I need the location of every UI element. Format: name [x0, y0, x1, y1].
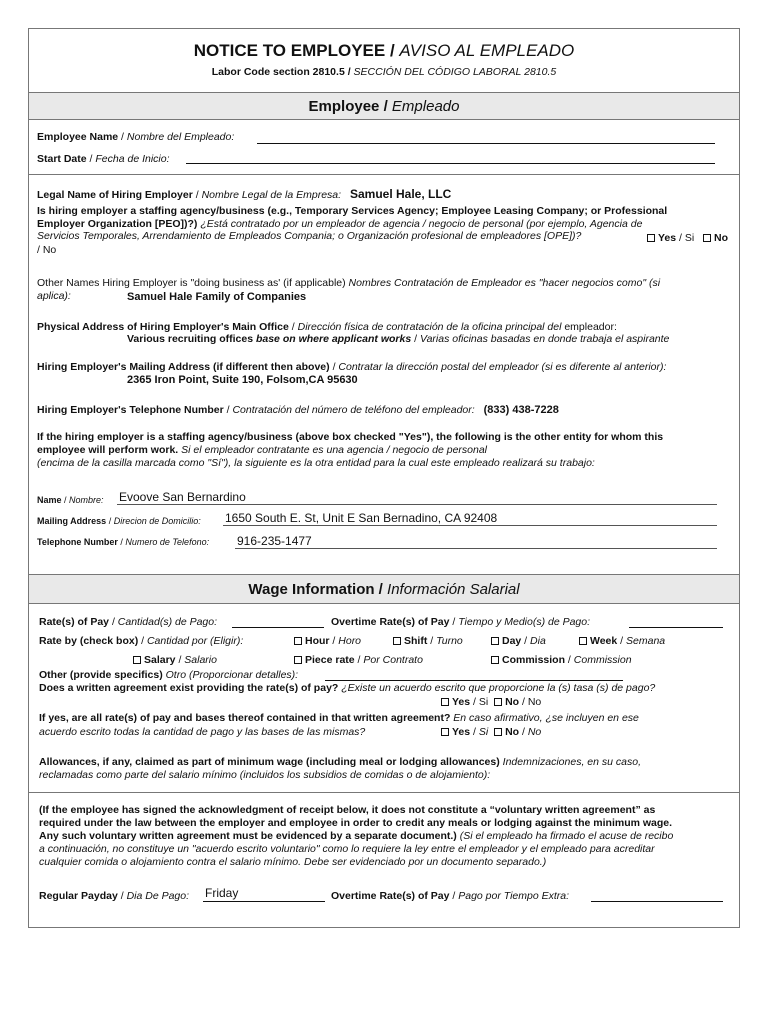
shift-label-en: Shift — [404, 635, 428, 647]
other-entity-en2: employee will perform work. — [37, 444, 179, 456]
staffing-question-es: ¿Está contratado por un empleador de agencia / negocio de personal (por ejemplo, Agencia de — [200, 218, 643, 230]
shift-label-es: Turno — [436, 635, 463, 647]
no-label-es: No — [42, 244, 57, 256]
rate-of-pay-field[interactable] — [232, 627, 324, 628]
notice-form — [28, 28, 740, 928]
wage-section-header: Wage Information / Información Salarial — [29, 574, 739, 604]
other-label-es: Otro (Proporcionar detalles): — [165, 669, 299, 681]
entity-mail-field[interactable] — [223, 525, 717, 526]
ack-line-3 — [39, 830, 673, 843]
day-checkbox[interactable] — [491, 637, 499, 645]
rate-of-pay-label: Rate(s) of Pay / Cantidad(s) de Pago: — [39, 616, 218, 628]
wage-heading-en: Wage Information — [248, 581, 375, 598]
entity-tel-label-en: Telephone Number — [37, 537, 118, 547]
week-label-en: Week — [590, 635, 618, 647]
subtitle-spanish: SECCIÓN DEL CÓDIGO LABORAL 2810.5 — [353, 66, 557, 78]
if-yes-yes-checkbox[interactable] — [441, 728, 449, 736]
allowances-en: Allowances, if any, claimed as part of minimum wage (including meal or lodging allowances) — [39, 756, 500, 768]
written-si-label: Si — [478, 696, 489, 708]
dba-value: Samuel Hale Family of Companies — [127, 291, 307, 303]
staffing-yes-no: Yes / Si No — [647, 232, 728, 245]
ack-line-1: (If the employee has signed the acknowledgment of receipt below, it does not constitute a “voluntary written agreement” as — [39, 804, 656, 816]
if-yes-yes-label: Yes — [452, 726, 471, 738]
hour-label-es: Horo — [338, 635, 362, 647]
dba-label-es: Nombres Contratación de Empleador es "hacer negocios como" (si — [348, 277, 661, 289]
start-date-field[interactable] — [186, 163, 715, 164]
rate-by-label-en: Rate by (check box) — [39, 635, 139, 647]
start-date-label: Start Date / Fecha de Inicio: — [37, 153, 170, 165]
dba-label — [37, 277, 660, 290]
if-yes-question — [39, 712, 639, 725]
other-entity-es: Si el empleador contratante es una agencia / negocio de personal — [181, 444, 488, 456]
employee-name-label-es: Nombre del Empleado: — [126, 131, 235, 143]
si-label: Si — [684, 232, 695, 244]
piece-label-en: Piece rate — [305, 654, 355, 666]
title-english: NOTICE TO EMPLOYEE — [193, 41, 386, 60]
option-day[interactable]: Day / Dia — [491, 635, 546, 648]
physical-address-value: Various recruiting offices base on where applicant works / Varias oficinas basadas en donde trabaja el aspirante — [127, 333, 670, 345]
no-label: No — [713, 232, 728, 244]
if-yes-no-checkbox[interactable] — [494, 728, 502, 736]
rate-by-label-es: Cantidad por (Eligir): — [146, 635, 244, 647]
payday-value: Friday — [205, 886, 239, 900]
entity-mail-label: Mailing Address / Direcion de Domicilio: — [37, 516, 201, 526]
ot-pay-label-en: Overtime Rate(s) of Pay — [331, 890, 450, 902]
yes-label: Yes — [658, 232, 677, 244]
entity-name-label-en: Name — [37, 495, 62, 505]
if-yes-es: En caso afirmativo, ¿se incluyen en ese — [453, 712, 639, 724]
other-entity-en: If the hiring employer is a staffing agency/business (above box checked "Yes"), the following is the other entity for whom this — [37, 431, 664, 443]
commission-label-en: Commission — [502, 654, 566, 666]
employee-section-header: Employee / Empleado — [29, 92, 739, 120]
entity-mail-label-es: Direcion de Domicilio: — [113, 516, 201, 526]
phone-label-en: Hiring Employer's Telephone Number — [37, 404, 224, 416]
hour-checkbox[interactable] — [294, 637, 302, 645]
phone-label-es: Contratación del número de teléfono del empleador: — [232, 404, 475, 416]
option-hour[interactable]: Hour / Horo — [294, 635, 361, 648]
week-checkbox[interactable] — [579, 637, 587, 645]
entity-tel-field[interactable] — [235, 548, 717, 549]
ot-pay-label-es: Pago por Tiempo Extra: — [458, 890, 570, 902]
ot-rate-field[interactable] — [629, 627, 723, 628]
employee-name-field[interactable] — [257, 143, 715, 144]
other-label-en: Other (provide specifics) — [39, 669, 163, 681]
entity-name-field[interactable] — [117, 504, 717, 505]
commission-checkbox[interactable] — [491, 656, 499, 664]
option-salary[interactable]: Salary / Salario — [133, 654, 217, 667]
option-week[interactable]: Week / Semana — [579, 635, 665, 648]
if-yes-yes-no: Yes / Si No / No — [441, 726, 541, 739]
rate-label-en: Rate(s) of Pay — [39, 616, 110, 628]
if-yes-es2: acuerdo escrito todas la cantidad de pago y las bases de las mismas? — [39, 726, 366, 738]
entity-name-value: Evoove San Bernardino — [119, 490, 246, 504]
ack-line-3-en: Any such voluntary written agreement must be evidenced by a separate document.) — [39, 830, 457, 842]
week-label-es: Semana — [626, 635, 666, 647]
payday-field[interactable] — [203, 901, 325, 902]
other-entity-es2: (encima de la casilla marcada como "Sí"), la siguiente es la otra entidad para la cual este empleado realizará su trabajo: — [37, 457, 595, 469]
staffing-yes-checkbox[interactable] — [647, 234, 655, 242]
rate-by-label: Rate by (check box) / Cantidad por (Eligir): — [39, 635, 244, 647]
ot-rate-label-es: Tiempo y Medio(s) de Pago: — [458, 616, 591, 628]
ot-rate-label-en: Overtime Rate(s) of Pay — [331, 616, 450, 628]
divider — [29, 792, 739, 793]
ot-pay-field[interactable] — [591, 901, 723, 902]
ack-line-4: a continuación, no constituye un "acuerdo escrito voluntario" como lo requiere la ley entre el empleador y el empleado para acreditar — [39, 843, 655, 855]
subtitle-english: Labor Code section 2810.5 — [211, 66, 345, 78]
legal-name-value: Samuel Hale, LLC — [349, 187, 452, 201]
other-specifics-field[interactable] — [325, 680, 623, 681]
dba-label-en: Other Names Hiring Employer is "doing business as' (if applicable) — [37, 277, 346, 289]
salary-checkbox[interactable] — [133, 656, 141, 664]
physical-label-es2: empleador: — [564, 321, 617, 333]
entity-tel-label: Telephone Number / Numero de Telefono: — [37, 537, 210, 547]
hour-label-en: Hour — [305, 635, 330, 647]
entity-mail-label-en: Mailing Address — [37, 516, 107, 526]
physical-label-en: Physical Address of Hiring Employer's Main Office — [37, 321, 289, 333]
if-yes-no-label-es: No — [527, 726, 542, 738]
allowances-es: Indemnizaciones, en su caso, — [502, 756, 641, 768]
mailing-label-en: Hiring Employer's Mailing Address (if different then above) — [37, 361, 330, 373]
salary-label-es: Salario — [184, 654, 217, 666]
other-specifics-label — [39, 669, 298, 682]
payday-label-en: Regular Payday — [39, 890, 118, 902]
option-shift[interactable]: Shift / Turno — [393, 635, 463, 648]
written-q-en: Does a written agreement exist providing the rate(s) of pay? — [39, 682, 339, 694]
start-date-label-en: Start Date — [37, 153, 87, 165]
start-date-label-es: Fecha de Inicio: — [95, 153, 170, 165]
entity-mail-value: 1650 South E. St, Unit E San Bernadino, CA 92408 — [225, 511, 498, 525]
other-entity-line2 — [37, 444, 487, 457]
rate-label-es: Cantidad(s) de Pago: — [117, 616, 218, 628]
mailing-address-label: Hiring Employer's Mailing Address (if different then above) / Contratar la dirección postal del empleador (si es diferente al anterior): — [37, 361, 667, 373]
option-commission[interactable]: Commission / Commission — [491, 654, 632, 667]
ot-pay-label: Overtime Rate(s) of Pay / Pago por Tiempo Extra: — [331, 890, 570, 902]
if-yes-en: If yes, are all rate(s) of pay and bases thereof contained in that written agreement? — [39, 712, 451, 724]
physical-value-es: Varias oficinas basadas en donde trabaja el aspirante — [419, 333, 670, 345]
legal-name-row: Legal Name of Hiring Employer / Nombre Legal de la Empresa: Samuel Hale, LLC — [37, 187, 452, 201]
payday-label: Regular Payday / Dia De Pago: — [39, 890, 190, 902]
physical-address-label: Physical Address of Hiring Employer's Main Office / Dirección física de contratación de la oficina principal del empleador: — [37, 321, 617, 333]
written-no-label: No — [505, 696, 520, 708]
physical-value-en: Various recruiting offices — [127, 333, 254, 345]
written-no-label-es: No — [527, 696, 542, 708]
phone-row: Hiring Employer's Telephone Number / Contratación del número de teléfono del empleador: (833) 438-7228 — [37, 404, 559, 416]
dba-label-es2: aplica): — [37, 290, 71, 302]
mailing-value: 2365 Iron Point, Suite 190, Folsom,CA 95630 — [127, 374, 358, 386]
piece-label-es: Por Contrato — [363, 654, 423, 666]
legal-name-label-es: Nombre Legal de la Empresa: — [201, 189, 342, 201]
if-yes-no-label: No — [505, 726, 520, 738]
physical-label-es: Dirección física de contratación de la oficina principal del — [297, 321, 562, 333]
salary-label-en: Salary — [144, 654, 176, 666]
ack-line-2: required under the law between the employer and employee in order to credit any meals or lodging against the minimum wage. — [39, 817, 673, 829]
wage-heading-es: Información Salarial — [387, 581, 520, 598]
staffing-question-en: Is hiring employer a staffing agency/business (e.g., Temporary Services Agency; Employee Leasing Company; or Professional — [37, 205, 668, 217]
written-agreement-yes-no: Yes / Si No / No — [441, 696, 541, 709]
title-spanish: AVISO AL EMPLEADO — [399, 41, 575, 60]
employee-heading-es: Empleado — [391, 98, 460, 115]
employee-name-label: Employee Name / Nombre del Empleado: — [37, 131, 235, 143]
form-subtitle: Labor Code section 2810.5 / SECCIÓN DEL CÓDIGO LABORAL 2810.5 — [211, 66, 557, 78]
allowances-label — [39, 756, 641, 769]
entity-tel-value: 916-235-1477 — [237, 534, 312, 548]
employee-heading-en: Employee — [308, 98, 380, 115]
entity-name-label: Name / Nombre: — [37, 495, 104, 505]
ot-rate-label: Overtime Rate(s) of Pay / Tiempo y Medio(s) de Pago: — [331, 616, 591, 628]
written-q-es: ¿Existe un acuerdo escrito que proporcione la (s) tasa (s) de pago? — [341, 682, 656, 694]
written-agreement-q — [39, 682, 655, 695]
ack-line-5: cualquier comida o alojamiento contra el salario mínimo. Debe ser evidenciado por un documento separado.) — [39, 856, 547, 868]
allowances-es2: reclamadas como parte del salario mínimo (incluidos los subsidios de comidas o de alojamiento): — [39, 769, 491, 781]
form-title: NOTICE TO EMPLOYEE / AVISO AL EMPLEADO — [193, 41, 575, 60]
payday-label-es: Dia De Pago: — [126, 890, 190, 902]
divider — [29, 174, 739, 175]
day-label-es: Dia — [530, 635, 546, 647]
written-no-checkbox[interactable] — [494, 698, 502, 706]
staffing-question-en2: Employer Organization [PEO])?) — [37, 218, 198, 230]
phone-value: (833) 438-7228 — [483, 404, 559, 416]
shift-checkbox[interactable] — [393, 637, 401, 645]
ack-line-3-es: (Si el empleado ha firmado el acuse de recibo — [459, 830, 674, 842]
day-label-en: Day — [502, 635, 522, 647]
staffing-no-spanish: / No — [37, 244, 57, 256]
staffing-question-es2: Servicios Temporales, Arrendamiento de Empleados Compania; o Organización profesional de empleadores [OPE])? — [37, 230, 582, 242]
written-yes-checkbox[interactable] — [441, 698, 449, 706]
written-yes-label: Yes — [452, 696, 471, 708]
physical-value-en2: base on where applicant works — [255, 333, 412, 345]
staffing-no-checkbox[interactable] — [703, 234, 711, 242]
entity-tel-label-es: Numero de Telefono: — [125, 537, 210, 547]
option-piece-rate[interactable]: Piece rate / Por Contrato — [294, 654, 423, 667]
employee-name-label-en: Employee Name — [37, 131, 119, 143]
mailing-label-es: Contratar la dirección postal del empleador (si es diferente al anterior): — [338, 361, 667, 373]
if-yes-si-label: Si — [478, 726, 489, 738]
commission-label-es: Commission — [573, 654, 632, 666]
piece-rate-checkbox[interactable] — [294, 656, 302, 664]
entity-name-label-es: Nombre: — [69, 495, 104, 505]
legal-name-label-en: Legal Name of Hiring Employer — [37, 189, 193, 201]
